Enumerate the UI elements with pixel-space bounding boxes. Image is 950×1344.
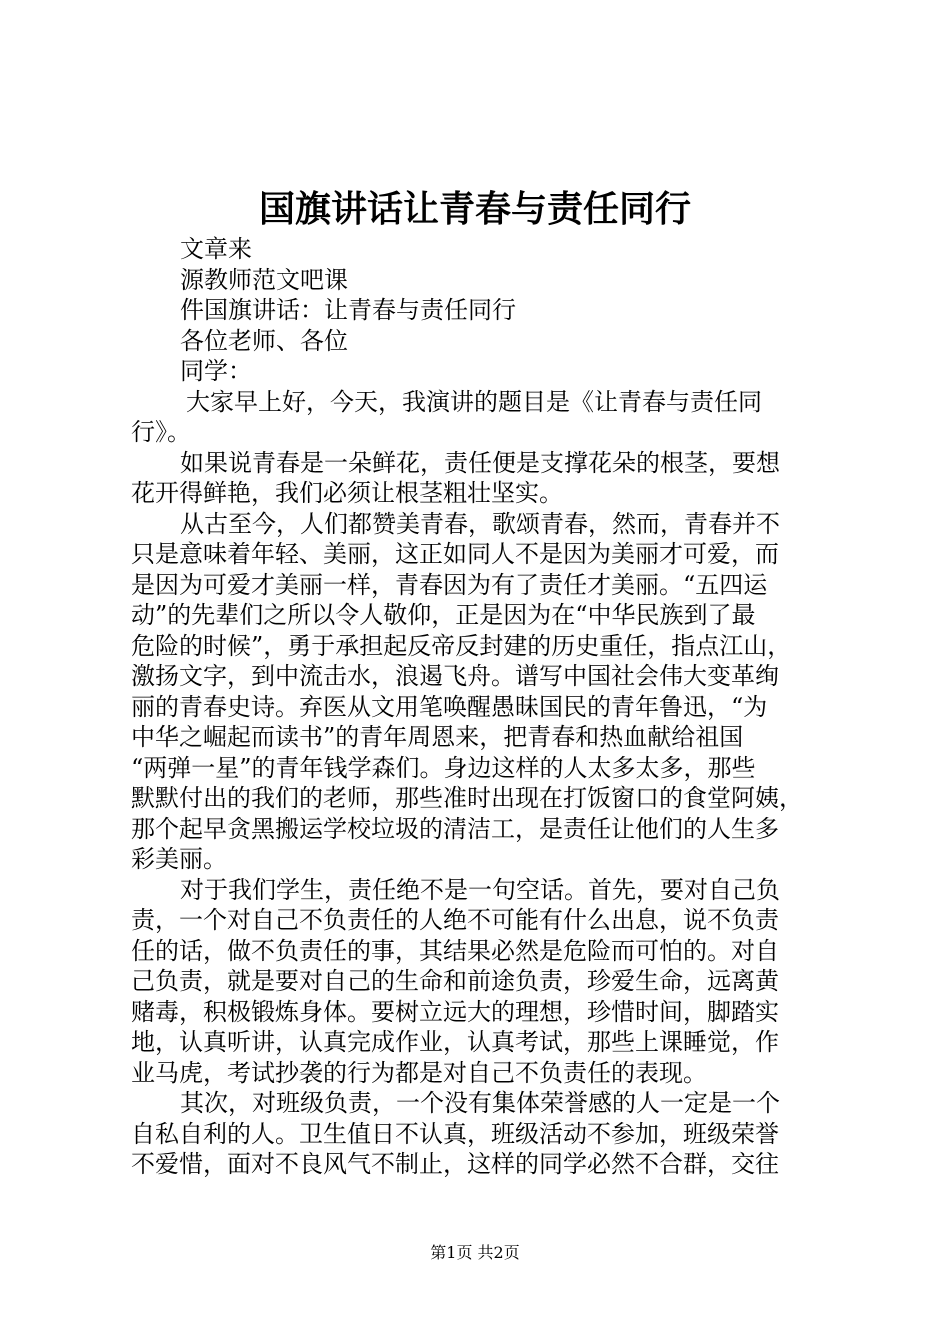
text-line: 自私自利的人。卫生值日不认真，班级活动不参加，班级荣誉 (131, 1119, 779, 1148)
text-line: 那个起早贪黑搬运学校垃圾的清洁工，是责任让他们的人生多 (131, 814, 779, 843)
text-line: 赌毒，积极锻炼身体。要树立远大的理想，珍惜时间，脚踏实 (131, 997, 779, 1026)
text-line: 危险的时候”，勇于承担起反帝反封建的历史重任，指点江山， (131, 631, 792, 660)
text-line: 大家早上好，今天，我演讲的题目是《让青春与责任同 (186, 387, 762, 416)
text-line: 激扬文字，到中流击水，浪遏飞舟。谱写中国社会伟大变革绚 (131, 662, 779, 690)
text-line: 不爱惜，面对不良风气不制止，这样的同学必然不合群，交往 (131, 1150, 779, 1178)
text-line: 从古至今，人们都赞美青春，歌颂青春，然而，青春并不 (180, 509, 780, 538)
text-line: 彩美丽。 (131, 845, 227, 873)
text-line: 对于我们学生，责任绝不是一句空话。首先，要对自己负 (180, 875, 780, 904)
text-line: 各位老师、各位 (180, 326, 348, 355)
text-line: 任的话，做不负责任的事，其结果必然是危险而可怕的。对自 (131, 936, 779, 965)
text-line: 只是意味着年轻、美丽，这正如同人不是因为美丽才可爱，而 (131, 540, 779, 568)
page-footer: 第1页 共2页 (430, 1243, 520, 1262)
text-line: 件国旗讲话：让青春与责任同行 (180, 296, 516, 324)
text-line: 默默付出的我们的老师，那些准时出现在打饭窗口的食堂阿姨， (131, 784, 803, 812)
text-line: 中华之崛起而读书”的青年周恩来，把青春和热血献给祖国 (131, 723, 744, 751)
text-line: 地，认真听讲，认真完成作业，认真考试，那些上课睡觉，作 (131, 1028, 779, 1056)
text-line: 责，一个对自己不负责任的人绝不可能有什么出息，说不负责 (131, 906, 779, 934)
text-line: 如果说青春是一朵鲜花，责任便是支撑花朵的根茎，要想 (180, 448, 780, 477)
document-body (131, 234, 831, 1180)
text-line: 同学： (180, 357, 252, 385)
text-line: 源教师范文吧课 (180, 265, 348, 294)
text-line: 动”的先辈们之所以令人敬仰，正是因为在“中华民族到了最 (131, 601, 756, 629)
text-line: 文章来 (180, 235, 252, 263)
text-line: 是因为可爱才美丽一样，青春因为有了责任才美丽。“五四运 (131, 570, 768, 599)
text-line: “两弹一星”的青年钱学森们。身边这样的人太多太多，那些 (131, 753, 756, 782)
text-line: 丽的青春史诗。弃医从文用笔唤醒愚昧国民的青年鲁迅，“为 (131, 692, 768, 721)
document-title: 国旗讲话让青春与责任同行 (258, 188, 691, 230)
text-line: 花开得鲜艳，我们必须让根茎粗壮坚实。 (131, 479, 563, 507)
text-line: 业马虎，考试抄袭的行为都是对自己不负责任的表现。 (131, 1058, 707, 1087)
text-line: 行》。 (131, 418, 191, 446)
text-line: 己负责，就是要对自己的生命和前途负责，珍爱生命，远离黄 (131, 967, 779, 995)
text-line: 其次，对班级负责，一个没有集体荣誉感的人一定是一个 (180, 1089, 780, 1117)
